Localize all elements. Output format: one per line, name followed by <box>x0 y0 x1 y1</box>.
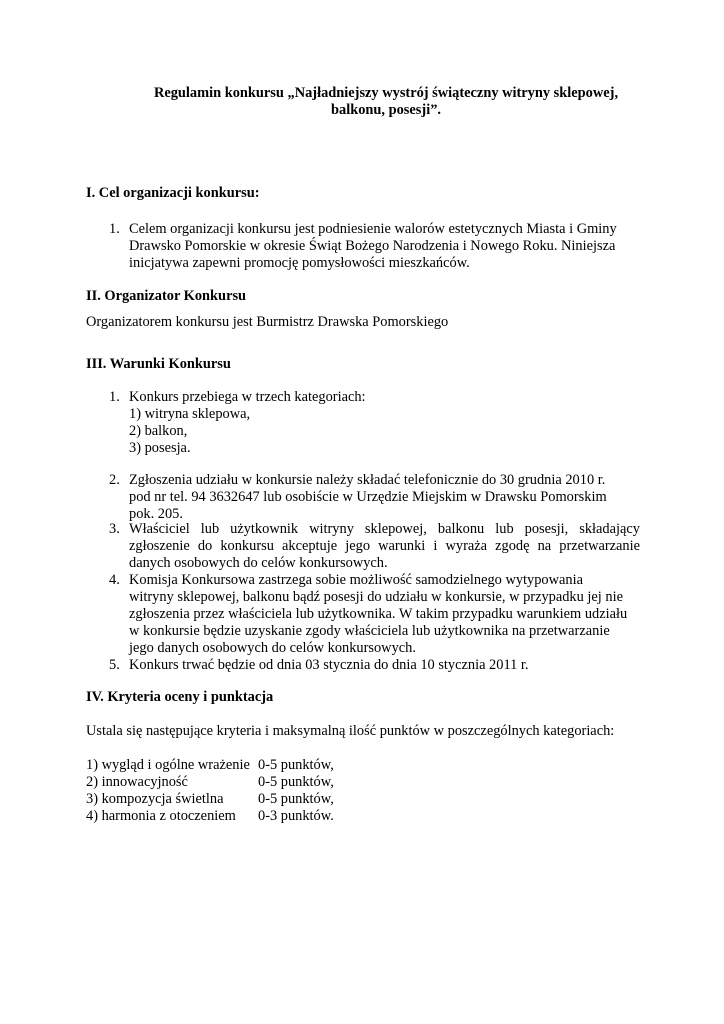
item-line: pod nr tel. 94 3632647 lub osobiście w Urzędzie Miejskim w Drawsku Pomorskim <box>129 489 607 505</box>
item-text <box>129 221 640 272</box>
category-line: 2) balkon, <box>129 423 188 439</box>
criterion-name: 4) harmonia z otoczeniem <box>86 808 236 824</box>
item-line: witryny sklepowej, balkonu bądź posesji do udziału w konkursie, w przypadku jej nie <box>129 589 623 605</box>
item-number: 3. <box>109 521 120 537</box>
item-text <box>129 657 640 674</box>
item-line: Drawsko Pomorskie w okresie Świąt Bożego Narodzenia i Nowego Roku. Niniejsza <box>129 238 616 254</box>
item-number: 5. <box>109 657 120 673</box>
criterion-name: 2) innowacyjność <box>86 774 188 790</box>
criterion-points: 0-5 punktów, <box>258 774 334 790</box>
section-3-heading: III. Warunki Konkursu <box>86 356 231 372</box>
item-line: pok. 205. <box>129 506 183 522</box>
criterion-points: 0-3 punktów. <box>258 808 334 824</box>
item-line: jego danych osobowych do celów konkursowych. <box>129 640 416 656</box>
item-line: Konkurs przebiega w trzech kategoriach: <box>129 389 366 405</box>
category-line: 3) posesja. <box>129 440 191 456</box>
title-line-2: balkonu, posesji”. <box>331 102 441 118</box>
section-1-heading: I. Cel organizacji konkursu: <box>86 185 260 201</box>
item-text <box>129 472 640 523</box>
document-title <box>86 85 686 119</box>
item-number: 2. <box>109 472 120 488</box>
section-2-heading: II. Organizator Konkursu <box>86 288 247 304</box>
item-text <box>129 572 640 657</box>
criterion-points: 0-5 punktów, <box>258 791 334 807</box>
section-4-heading: IV. Kryteria oceny i punktacja <box>86 689 274 705</box>
item-text <box>129 389 640 457</box>
item-line: Komisja Konkursowa zastrzega sobie możliwość samodzielnego wytypowania <box>129 572 583 588</box>
category-line: 1) witryna sklepowa, <box>129 406 251 422</box>
item-text <box>129 521 640 572</box>
item-line: zgłoszenie do konkursu akceptuje jego warunki i wyraża zgodę na przetwarzanie <box>129 538 640 554</box>
criterion-points: 0-5 punktów, <box>258 757 334 773</box>
criterion-name: 3) kompozycja świetlna <box>86 791 224 807</box>
section-2-text: Organizatorem konkursu jest Burmistrz Drawska Pomorskiego <box>86 314 449 330</box>
item-line: Celem organizacji konkursu jest podniesienie walorów estetycznych Miasta i Gminy <box>129 221 617 237</box>
item-number: 1. <box>109 221 120 237</box>
item-number: 1. <box>109 389 120 405</box>
title-line-1: Regulamin konkursu „Najładniejszy wystrój świąteczny witryny sklepowej, <box>153 85 619 101</box>
item-line: w konkursie będzie uzyskanie zgody właściciela lub użytkownika na przetwarzanie <box>129 623 610 639</box>
section-4-intro: Ustala się następujące kryteria i maksymalną ilość punktów w poszczególnych kategoriach: <box>86 723 615 739</box>
item-line: zgłoszenia przez właściciela lub użytkownika. W takim przypadku warunkiem udziału <box>129 606 628 622</box>
item-line: inicjatywa zapewni promocję pomysłowości mieszkańców. <box>129 255 470 271</box>
item-line: danych osobowych do celów konkursowych. <box>129 555 388 571</box>
item-number: 4. <box>109 572 120 588</box>
criterion-name: 1) wygląd i ogólne wrażenie <box>86 757 250 773</box>
item-line: Konkurs trwać będzie od dnia 03 stycznia do dnia 10 stycznia 2011 r. <box>129 657 529 673</box>
item-line: Właściciel lub użytkownik witryny sklepowej, balkonu lub posesji, składający <box>129 521 640 537</box>
item-line: Zgłoszenia udziału w konkursie należy składać telefonicznie do 30 grudnia 2010 r. <box>129 472 606 488</box>
